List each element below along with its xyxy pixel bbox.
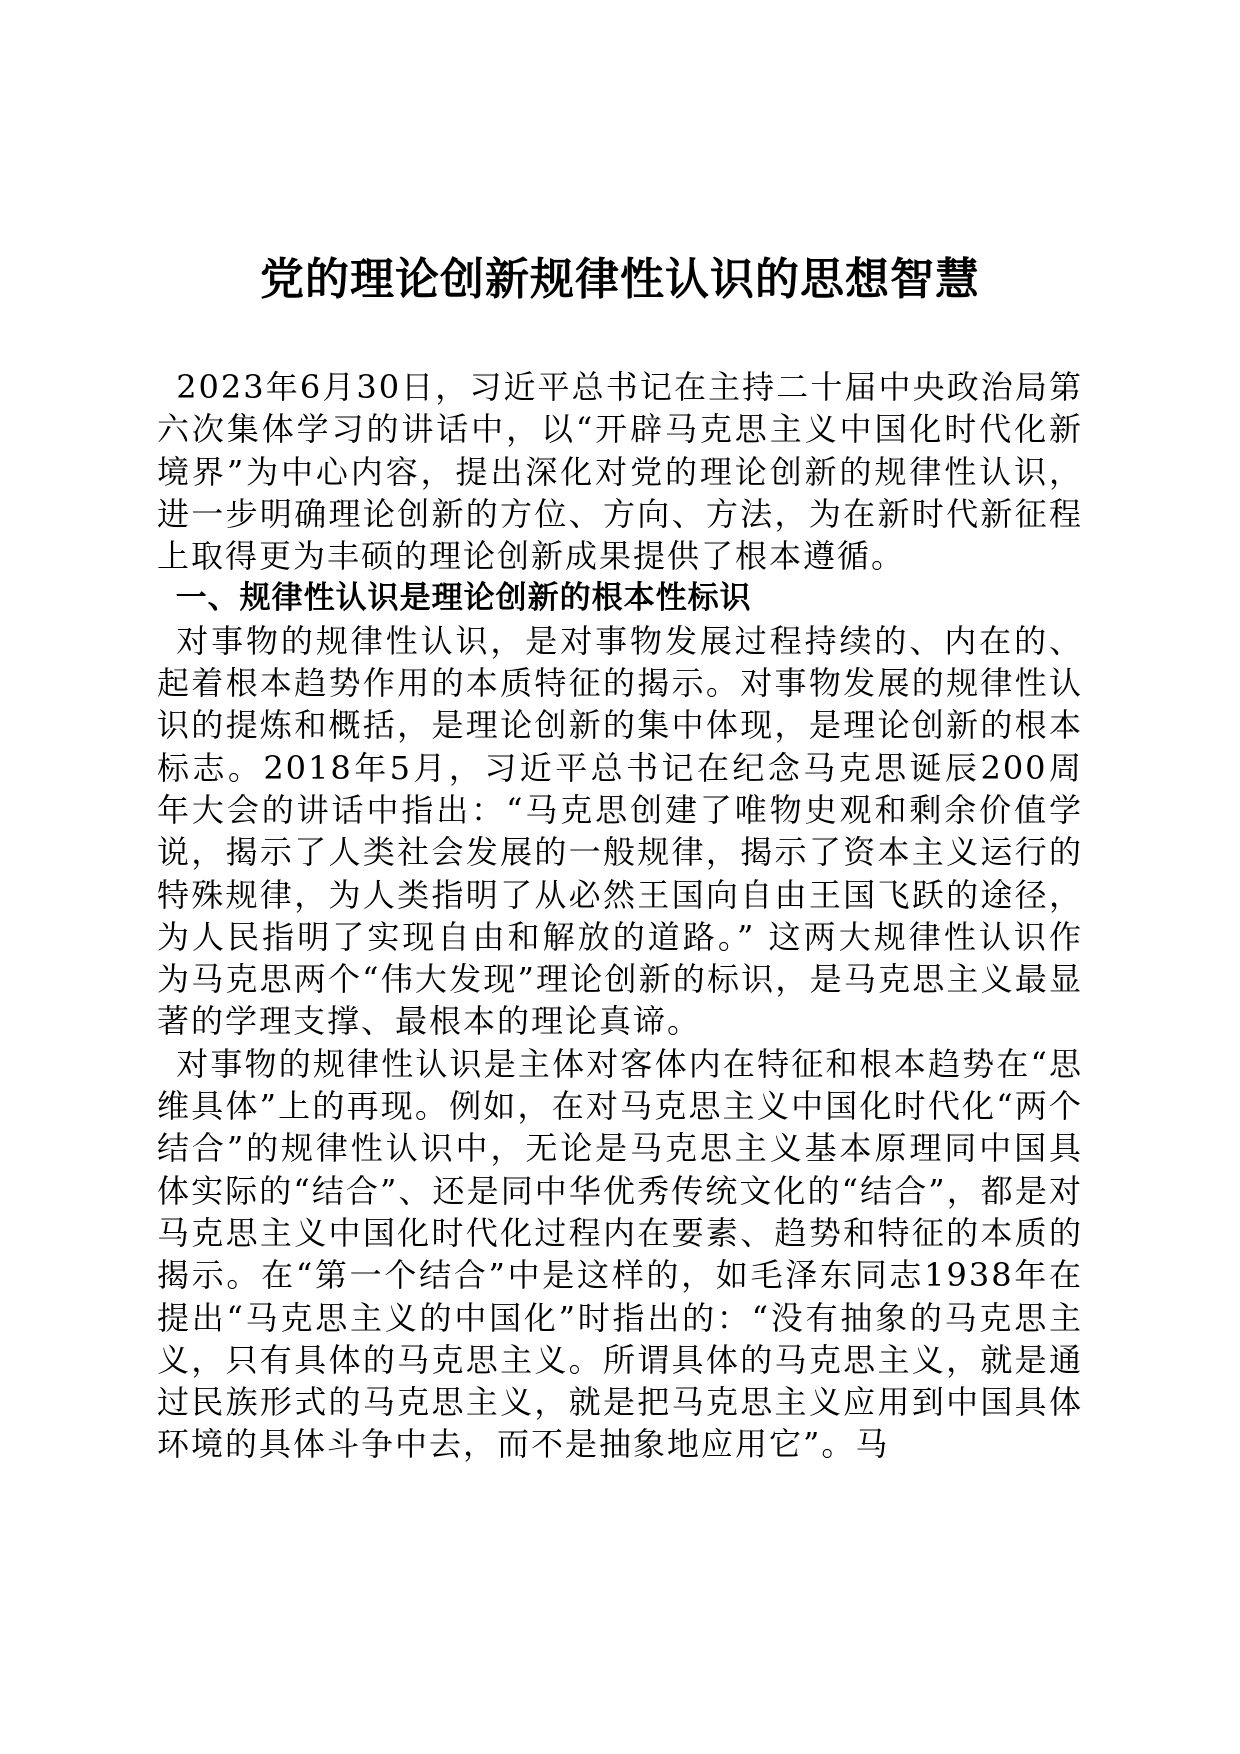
section-heading: 一、规律性认识是理论创新的根本性标识 [175, 580, 752, 617]
paragraph-intro: 2023年6月30日，习近平总书记在主持二十届中央政治局第六次集体学习的讲话中，以“开辟马克思主义中国化时代化新境界”为中心内容，提出深化对党的理论创新的规律性认识，进一步明确理论创新的方位、方向、方法，为在新时代新征程上取得更为丰硕的理论创新成果提供了根本遵循。 [157, 368, 1083, 576]
document-page [157, 248, 1083, 1466]
paragraph-body: 对事物的规律性认识，是对事物发展过程持续的、内在的、起着根本趋势作用的本质特征的揭示。对事物发展的规律性认识的提炼和概括，是理论创新的集中体现，是理论创新的根本标志。2018年5月，习近平总书记在纪念马克思诞辰200周年大会的讲话中指出：“马克思创建了唯物史观和剩余价值学说，揭示了人类社会发展的一般规律，揭示了资本主义运行的特殊规律，为人类指明了从必然王国向自由王国飞跃的途径，为人民指明了实现自由和解放的道路。” 这两大规律性认识作为马克思两个“伟大发现”理论创新的标识，是马克思主义最显著的学理支撑、最根本的理论真谛。 [157, 621, 1083, 1041]
document-title: 党的理论创新规律性认识的思想智慧 [260, 254, 980, 305]
paragraph-body: 对事物的规律性认识是主体对客体内在特征和根本趋势在“思维具体”上的再现。例如，在对马克思主义中国化时代化“两个结合”的规律性认识中，无论是马克思主义基本原理同中国具体实际的“结合”、还是同中华优秀传统文化的“结合”，都是对马克思主义中国化时代化过程内在要素、趋势和特征的本质的揭示。在“第一个结合”中是这样的，如毛泽东同志1938年在提出“马克思主义的中国化”时指出的：“没有抽象的马克思主义，只有具体的马克思主义。所谓具体的马克思主义，就是通过民族形式的马克思主义，就是把马克思主义应用到中国具体环境的具体斗争中去，而不是抽象地应用它”。马 [157, 1044, 1083, 1464]
